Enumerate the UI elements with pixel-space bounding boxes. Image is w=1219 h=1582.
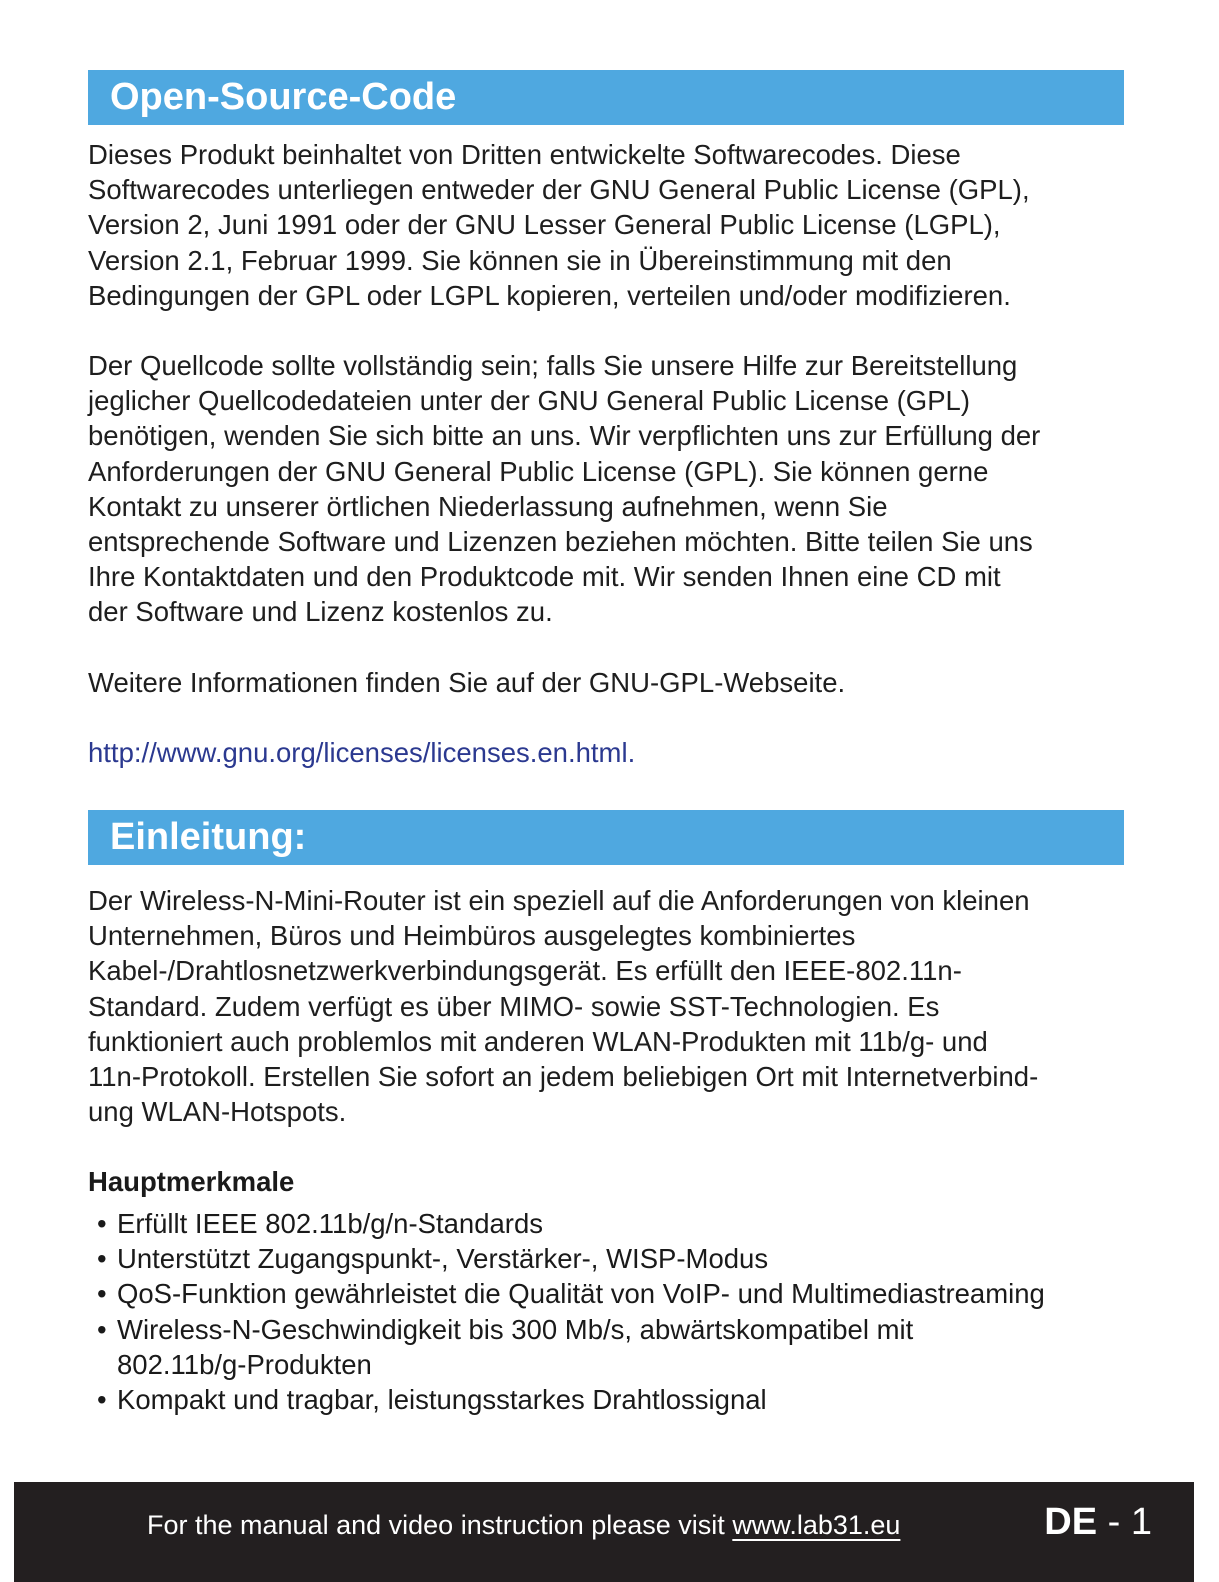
intro-paragraph: Der Wireless-N-Mini-Router ist ein speziell auf die Anforderungen von kleinen Unternehmen, Büros und Heimbüros ausgelegtes kombiniertes Kabel-/Drahtlosnetzwerkverbindungsgerät. Es erfüllt den IEEE-802.11n- Standard. Zudem verfügt es über MIMO- sowie SST-Technologien. Es funktioniert auch problemlos mit anderen WLAN-Produkten mit 11b/g- und 11n-Protokoll. Erstellen Sie sofort an jedem beliebigen Ort mit Internetverbind- ung WLAN-Hotspots. bbox=[88, 885, 1039, 1128]
footer-message: For the manual and video instruction please visit bbox=[147, 1510, 733, 1540]
footer-text bbox=[147, 1507, 900, 1543]
page-number bbox=[1044, 1500, 1152, 1544]
page-separator: - bbox=[1097, 1501, 1131, 1543]
feature-text: Erfüllt IEEE 802.11b/g/n-Standards bbox=[117, 1208, 543, 1239]
bullet-icon: • bbox=[97, 1278, 107, 1310]
features-heading: Hauptmerkmale bbox=[88, 1166, 295, 1197]
feature-text: Unterstützt Zugangspunkt-, Verstärker-, WISP-Modus bbox=[117, 1243, 769, 1275]
features-list bbox=[88, 1206, 1148, 1417]
list-item bbox=[88, 1382, 1148, 1417]
open-source-paragraph-1: Dieses Produkt beinhaltet von Dritten entwickelte Softwarecodes. Diese Softwarecodes unterliegen entweder der GNU General Public License (GPL), Version 2, Juni 1991 oder der GNU Lesser General Public License (LGPL), Version 2.1, Februar 1999. Sie können sie in Übereinstimmung mit den Bedingungen der GPL oder LGPL kopieren, verteilen und/oder modifizieren. bbox=[88, 139, 1030, 311]
feature-text: Kompakt und tragbar, leistungsstarkes Drahtlossignal bbox=[117, 1384, 767, 1416]
language-code: DE bbox=[1044, 1501, 1098, 1543]
list-item bbox=[88, 1206, 1148, 1241]
feature-text: QoS-Funktion gewährleistet die Qualität von VoIP- und Multimediastreaming bbox=[117, 1278, 1045, 1310]
open-source-paragraph-3: Weitere Informationen finden Sie auf der GNU-GPL-Webseite. bbox=[88, 667, 846, 698]
bullet-icon: • bbox=[97, 1243, 107, 1275]
bullet-icon: • bbox=[97, 1313, 107, 1345]
feature-text: Wireless-N-Geschwindigkeit bis 300 Mb/s, abwärtskompatibel mit 802.11b/g-Produkten bbox=[117, 1313, 914, 1380]
list-item bbox=[88, 1312, 1148, 1382]
list-item bbox=[88, 1276, 1148, 1311]
section-title-open-source: Open-Source-Code bbox=[88, 70, 1124, 125]
footer-website-link[interactable]: www.lab31.eu bbox=[732, 1510, 901, 1540]
open-source-paragraph-2: Der Quellcode sollte vollständig sein; falls Sie unsere Hilfe zur Bereitstellung jeglicher Quellcodedateien unter der GNU General Public License (GPL) benötigen, wenden Sie sich bitte an uns. Wir verpflichten uns zur Erfüllung der Anforderungen der GNU General Public License (GPL). Sie können gerne Kontakt zu unserer örtlichen Niederlassung aufnehmen, wenn Sie entsprechende Software und Lizenzen beziehen möchten. Bitte teilen Sie uns Ihre Kontaktdaten und den Produktcode mit. Wir senden Ihnen eine CD mit der Software und Lizenz kostenlos zu. bbox=[88, 350, 1041, 628]
bullet-icon: • bbox=[97, 1208, 107, 1239]
gnu-license-link-line bbox=[88, 700, 1138, 770]
section-title-intro: Einleitung: bbox=[88, 810, 1124, 865]
footer-bar bbox=[14, 1482, 1194, 1582]
list-item bbox=[88, 1241, 1148, 1276]
gnu-license-link[interactable]: http://www.gnu.org/licenses/licenses.en.html. bbox=[88, 737, 636, 769]
bullet-icon: • bbox=[97, 1384, 107, 1416]
page-number-value: 1 bbox=[1130, 1501, 1152, 1543]
